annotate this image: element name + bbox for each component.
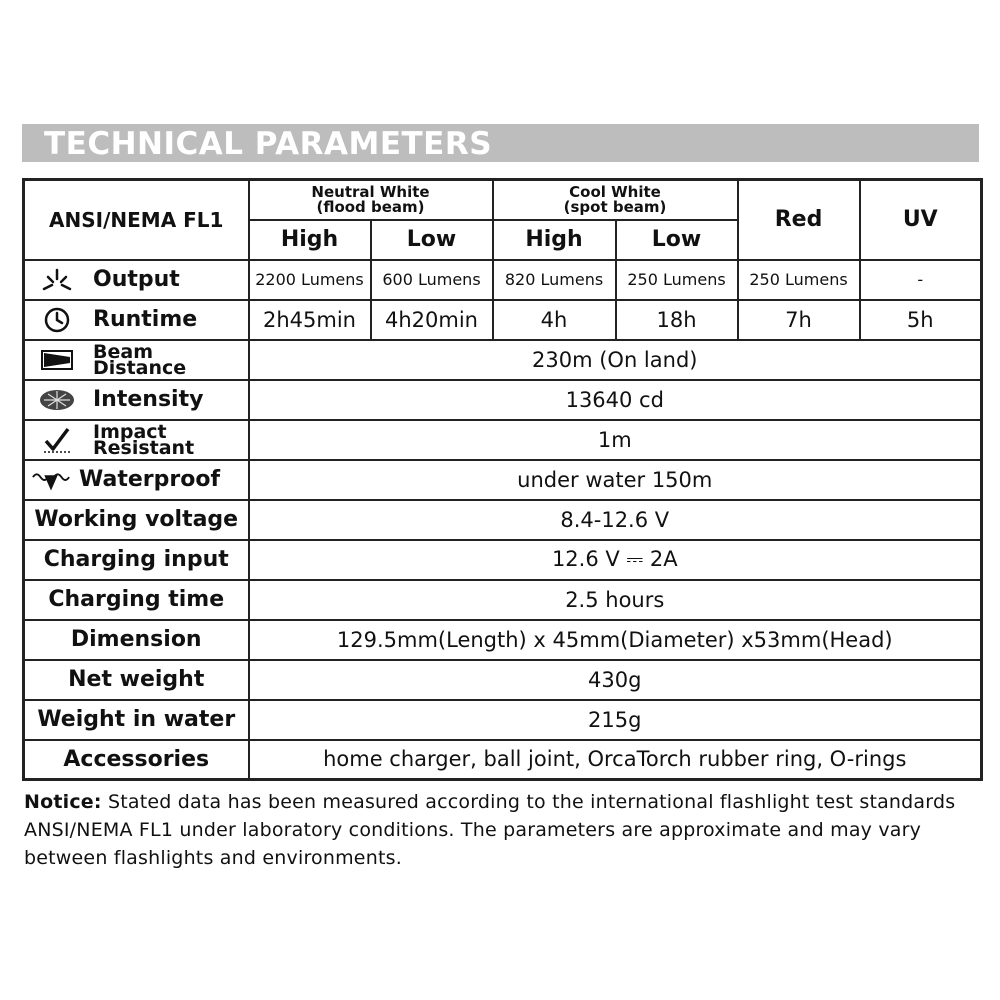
beam-label: Beam Distance [93,340,187,379]
neutral-white-header: Neutral White (flood beam) [249,180,493,220]
weight-in-water-row [24,700,982,740]
runtime-cool-high: 4h [493,300,616,340]
clock-icon [37,306,77,334]
cool-low-header: Low [616,220,738,260]
beam-row [24,340,982,380]
light-burst-icon [37,266,77,294]
notice-text [24,788,984,872]
cool-high-header: High [493,220,616,260]
uv-header: UV [860,180,982,260]
net-weight-row [24,660,982,700]
runtime-row [24,300,982,340]
working-voltage-value: 8.4-12.6 V [249,500,982,540]
working-voltage-row [24,500,982,540]
impact-row [24,420,982,460]
waterproof-label: Waterproof [79,467,221,492]
intensity-icon [37,386,77,414]
waterproof-value: under water 150m [249,460,982,500]
output-uv: - [860,260,982,300]
dimension-row [24,620,982,660]
notice-label: Notice: [24,791,102,813]
impact-value: 1m [249,420,982,460]
intensity-row [24,380,982,420]
impact-icon [37,426,77,454]
weight-in-water-label: Weight in water [24,700,249,740]
output-neutral-low: 600 Lumens [371,260,493,300]
beam-value: 230m (On land) [249,340,982,380]
standard-header: ANSI/NEMA FL1 [24,180,249,260]
charging-time-value: 2.5 hours [249,580,982,620]
charging-time-row [24,580,982,620]
net-weight-value: 430g [249,660,982,700]
spec-table [22,178,983,781]
runtime-cool-low: 18h [616,300,738,340]
dimension-label: Dimension [24,620,249,660]
charging-input-row [24,540,982,580]
charging-input-label: Charging input [24,540,249,580]
runtime-label: Runtime [93,307,198,332]
intensity-value: 13640 cd [249,380,982,420]
page-title: TECHNICAL PARAMETERS [44,126,493,162]
output-red: 250 Lumens [738,260,860,300]
accessories-label: Accessories [24,740,249,780]
accessories-row [24,740,982,780]
notice-body: Stated data has been measured according to the international flashlight test standards ANSI/NEMA FL1 under laboratory conditions. The parameters are approximate and may vary between flashlights and environments. [24,791,956,869]
runtime-neutral-low: 4h20min [371,300,493,340]
intensity-label: Intensity [93,387,204,412]
beam-icon [37,346,77,374]
impact-label: Impact Resistant [93,420,195,459]
waterproof-icon [31,466,71,494]
waterproof-row [24,460,982,500]
output-row [24,260,982,300]
red-header: Red [738,180,860,260]
weight-in-water-value: 215g [249,700,982,740]
output-label: Output [93,267,180,292]
title-bar [22,124,979,162]
accessories-value: home charger, ball joint, OrcaTorch rubber ring, O-rings [249,740,982,780]
cool-white-header: Cool White (spot beam) [493,180,738,220]
working-voltage-label: Working voltage [24,500,249,540]
runtime-uv: 5h [860,300,982,340]
runtime-red: 7h [738,300,860,340]
charging-input-value: 12.6 V ⎓ 2A [249,540,982,580]
output-neutral-high: 2200 Lumens [249,260,371,300]
runtime-neutral-high: 2h45min [249,300,371,340]
dimension-value: 129.5mm(Length) x 45mm(Diameter) x53mm(Head) [249,620,982,660]
net-weight-label: Net weight [24,660,249,700]
charging-time-label: Charging time [24,580,249,620]
neutral-high-header: High [249,220,371,260]
neutral-low-header: Low [371,220,493,260]
output-cool-high: 820 Lumens [493,260,616,300]
output-cool-low: 250 Lumens [616,260,738,300]
